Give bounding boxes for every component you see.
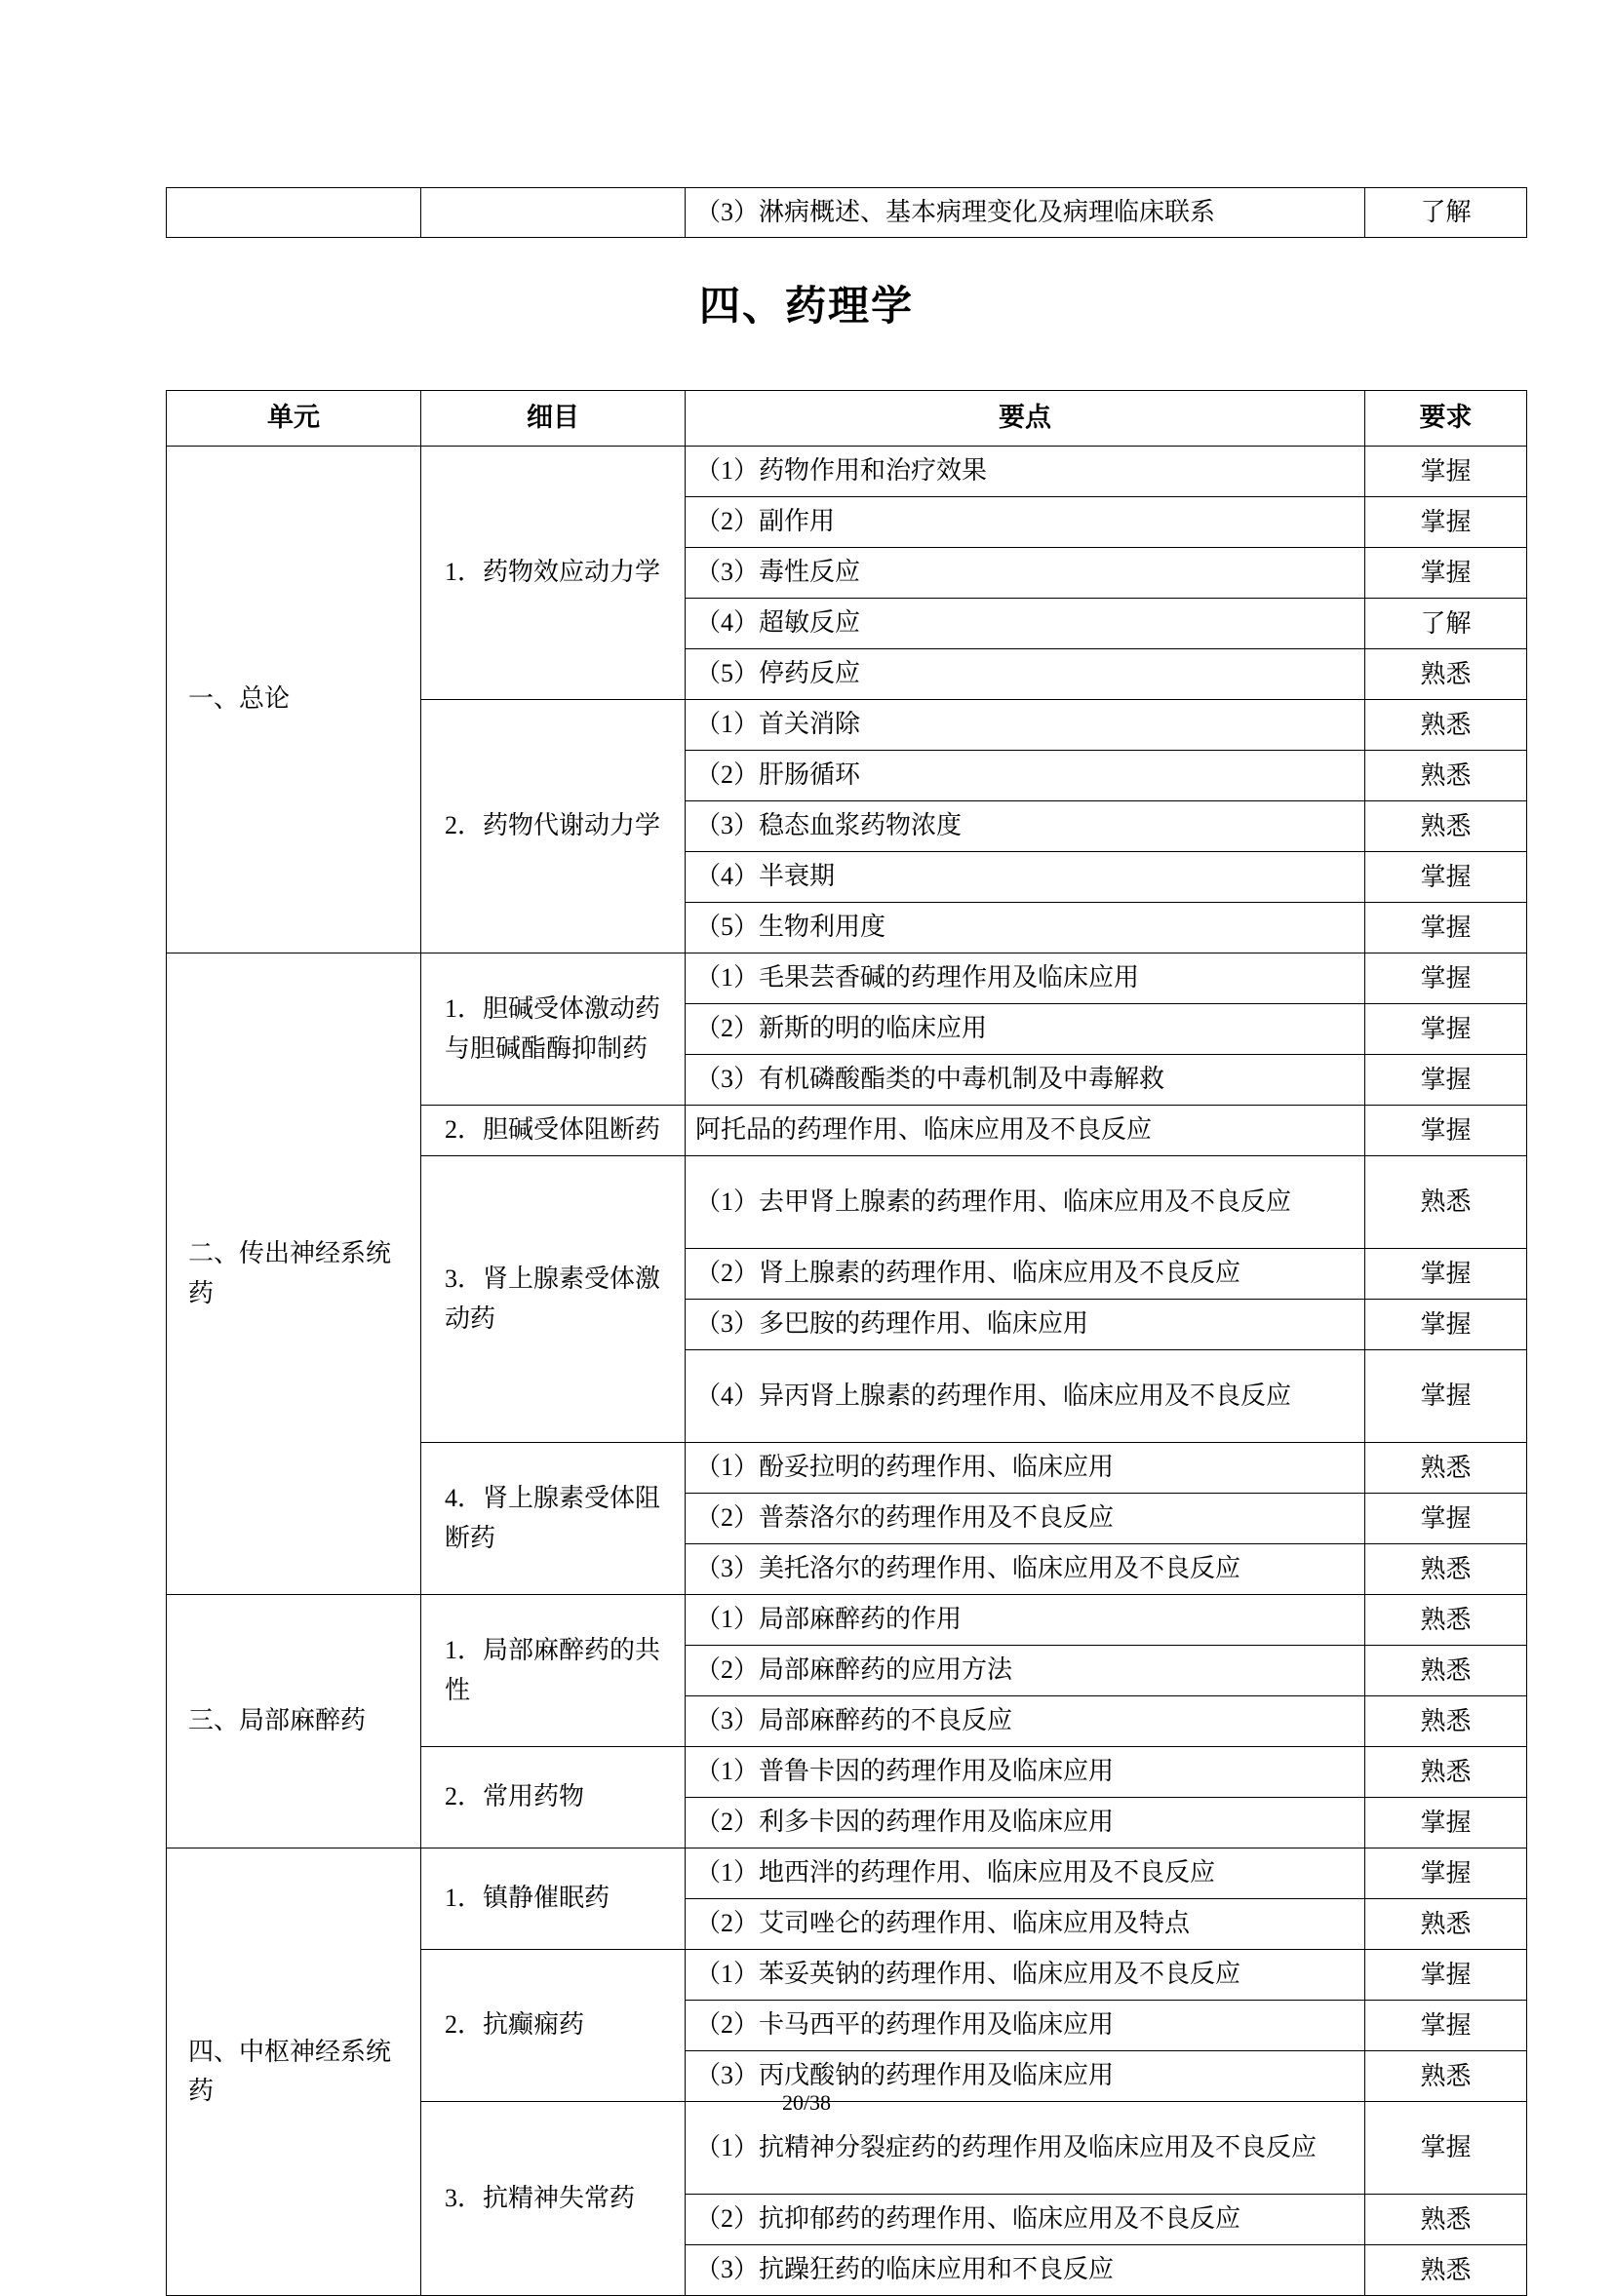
requirement-cell: 掌握 (1365, 447, 1527, 497)
column-header-requirement: 要求 (1365, 391, 1527, 447)
detail-cell: 1．镇静催眠药 (421, 1848, 686, 1950)
point-cell: （5）停药反应 (686, 649, 1365, 700)
detail-cell: 2．药物代谢动力学 (421, 700, 686, 953)
point-cell: 阿托品的药理作用、临床应用及不良反应 (686, 1106, 1365, 1156)
carry-unit-cell (167, 188, 421, 238)
requirement-cell: 熟悉 (1365, 801, 1527, 852)
unit-cell: 二、传出神经系统药 (167, 953, 421, 1595)
point-cell: （3）美托洛尔的药理作用、临床应用及不良反应 (686, 1544, 1365, 1595)
requirement-cell: 熟悉 (1365, 2051, 1527, 2102)
point-cell: （3）丙戊酸钠的药理作用及临床应用 (686, 2051, 1365, 2102)
point-cell: （3）抗躁狂药的临床应用和不良反应 (686, 2245, 1365, 2296)
point-cell: （4）超敏反应 (686, 599, 1365, 649)
requirement-cell: 掌握 (1365, 1494, 1527, 1544)
requirement-cell: 熟悉 (1365, 1646, 1527, 1696)
detail-cell: 2．抗癫痫药 (421, 1950, 686, 2102)
table-header-row (167, 391, 1527, 447)
point-cell: （1）地西泮的药理作用、临床应用及不良反应 (686, 1848, 1365, 1899)
detail-cell: 1．药物效应动力学 (421, 447, 686, 700)
table-row (167, 953, 1527, 1004)
point-cell: （1）苯妥英钠的药理作用、临床应用及不良反应 (686, 1950, 1365, 2001)
point-cell: （3）局部麻醉药的不良反应 (686, 1696, 1365, 1747)
requirement-cell: 熟悉 (1365, 1443, 1527, 1494)
requirement-cell: 掌握 (1365, 1055, 1527, 1106)
table-row (167, 1595, 1527, 1646)
requirement-cell: 熟悉 (1365, 649, 1527, 700)
detail-cell: 2．常用药物 (421, 1747, 686, 1848)
point-cell: （2）艾司唑仑的药理作用、临床应用及特点 (686, 1899, 1365, 1950)
carry-detail-cell (421, 188, 686, 238)
requirement-cell: 熟悉 (1365, 1544, 1527, 1595)
point-cell: （2）抗抑郁药的药理作用、临床应用及不良反应 (686, 2195, 1365, 2245)
syllabus-table (166, 390, 1527, 2296)
detail-cell: 3．抗精神失常药 (421, 2102, 686, 2296)
point-cell: （3）稳态血浆药物浓度 (686, 801, 1365, 852)
table-row (167, 188, 1527, 238)
detail-cell: 3．肾上腺素受体激动药 (421, 1156, 686, 1443)
point-cell: （2）普萘洛尔的药理作用及不良反应 (686, 1494, 1365, 1544)
requirement-cell: 掌握 (1365, 1350, 1527, 1443)
requirement-cell: 熟悉 (1365, 1156, 1527, 1249)
requirement-cell: 掌握 (1365, 548, 1527, 599)
requirement-cell: 掌握 (1365, 1950, 1527, 2001)
carry-requirement-cell: 了解 (1365, 188, 1527, 238)
point-cell: （1）首关消除 (686, 700, 1365, 751)
requirement-cell: 熟悉 (1365, 1747, 1527, 1798)
requirement-cell: 掌握 (1365, 852, 1527, 903)
requirement-cell: 掌握 (1365, 1106, 1527, 1156)
point-cell: （3）毒性反应 (686, 548, 1365, 599)
point-cell: （1）局部麻醉药的作用 (686, 1595, 1365, 1646)
requirement-cell: 掌握 (1365, 1848, 1527, 1899)
column-header-unit: 单元 (167, 391, 421, 447)
requirement-cell: 掌握 (1365, 953, 1527, 1004)
point-cell: （2）利多卡因的药理作用及临床应用 (686, 1798, 1365, 1848)
point-cell: （5）生物利用度 (686, 903, 1365, 953)
point-cell: （2）新斯的明的临床应用 (686, 1004, 1365, 1055)
column-header-detail: 细目 (421, 391, 686, 447)
point-cell: （3）有机磷酸酯类的中毒机制及中毒解救 (686, 1055, 1365, 1106)
point-cell: （1）去甲肾上腺素的药理作用、临床应用及不良反应 (686, 1156, 1365, 1249)
requirement-cell: 掌握 (1365, 1004, 1527, 1055)
point-cell: （2）副作用 (686, 497, 1365, 548)
requirement-cell: 掌握 (1365, 1249, 1527, 1300)
point-cell: （4）异丙肾上腺素的药理作用、临床应用及不良反应 (686, 1350, 1365, 1443)
page-title: 四、药理学 (698, 285, 914, 330)
point-cell: （2）肝肠循环 (686, 751, 1365, 801)
requirement-cell: 了解 (1365, 599, 1527, 649)
page-number: 20/38 (781, 2090, 832, 2115)
unit-cell: 四、中枢神经系统药 (167, 1848, 421, 2296)
requirement-cell: 掌握 (1365, 497, 1527, 548)
detail-cell: 1．局部麻醉药的共性 (421, 1595, 686, 1747)
requirement-cell: 熟悉 (1365, 751, 1527, 801)
carry-over-table (166, 187, 1527, 238)
requirement-cell: 熟悉 (1365, 1899, 1527, 1950)
column-header-point: 要点 (686, 391, 1365, 447)
requirement-cell: 掌握 (1365, 1300, 1527, 1350)
point-cell: （1）普鲁卡因的药理作用及临床应用 (686, 1747, 1365, 1798)
detail-cell: 1．胆碱受体激动药与胆碱酯酶抑制药 (421, 953, 686, 1106)
carry-point-cell: （3）淋病概述、基本病理变化及病理临床联系 (686, 188, 1365, 238)
point-cell: （2）肾上腺素的药理作用、临床应用及不良反应 (686, 1249, 1365, 1300)
requirement-cell: 掌握 (1365, 1798, 1527, 1848)
unit-cell: 一、总论 (167, 447, 421, 953)
point-cell: （2）局部麻醉药的应用方法 (686, 1646, 1365, 1696)
requirement-cell: 熟悉 (1365, 2245, 1527, 2296)
unit-cell: 三、局部麻醉药 (167, 1595, 421, 1848)
point-cell: （2）卡马西平的药理作用及临床应用 (686, 2001, 1365, 2051)
table-row (167, 447, 1527, 497)
point-cell: （1）毛果芸香碱的药理作用及临床应用 (686, 953, 1365, 1004)
point-cell: （1）抗精神分裂症药的药理作用及临床应用及不良反应 (686, 2102, 1365, 2195)
detail-cell: 4．肾上腺素受体阻断药 (421, 1443, 686, 1595)
table-row (167, 1848, 1527, 1899)
requirement-cell: 熟悉 (1365, 2195, 1527, 2245)
requirement-cell: 熟悉 (1365, 1696, 1527, 1747)
point-cell: （4）半衰期 (686, 852, 1365, 903)
detail-cell: 2．胆碱受体阻断药 (421, 1106, 686, 1156)
requirement-cell: 掌握 (1365, 2102, 1527, 2195)
syllabus-table-body (167, 447, 1527, 2296)
point-cell: （1）药物作用和治疗效果 (686, 447, 1365, 497)
requirement-cell: 掌握 (1365, 903, 1527, 953)
requirement-cell: 熟悉 (1365, 700, 1527, 751)
requirement-cell: 掌握 (1365, 2001, 1527, 2051)
point-cell: （1）酚妥拉明的药理作用、临床应用 (686, 1443, 1365, 1494)
requirement-cell: 熟悉 (1365, 1595, 1527, 1646)
point-cell: （3）多巴胺的药理作用、临床应用 (686, 1300, 1365, 1350)
